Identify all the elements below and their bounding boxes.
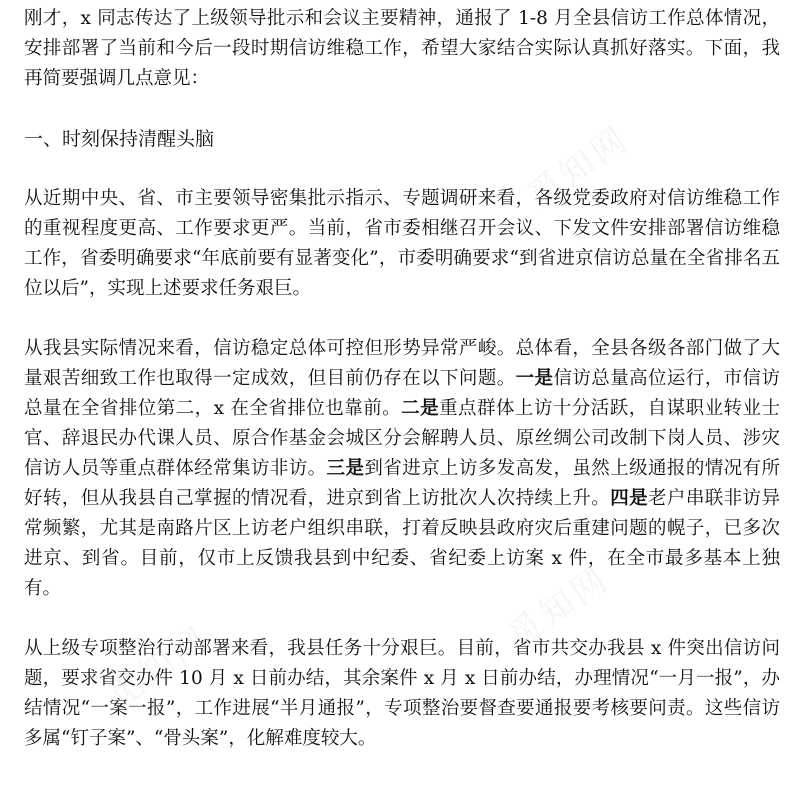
- watermark: 觅知网: [500, 558, 618, 657]
- paragraph-county-situation: [24, 334, 780, 604]
- item-1-label: 一是: [515, 368, 554, 389]
- item-2-text: 重点群体上访十分活跃，自谋职业转业士官、辞退民办代课人员、原合作基金会城区分会解聘人员、原丝绸公司改制下岗人员、涉灾信访人员等重点群体经常集访非访。: [24, 398, 780, 479]
- paragraph-directives: 从近期中央、省、市主要领导密集批示指示、专题调研来看，各级党委政府对信访维稳工作的重视程度更高、工作要求更严。当前，省市委相继召开会议、下发文件安排部署信访维稳工作，省委明确要求“年底前要有显著变化”，市委明确要求“到省进京信访总量在全省排名五位以后”，实现上述要求任务艰巨。: [24, 188, 780, 299]
- item-3-label: 三是: [326, 458, 365, 479]
- watermark: 觅知网: [520, 118, 638, 217]
- intro-paragraph: 刚才，x 同志传达了上级领导批示和会议主要精神，通报了 1-8 月全县信访工作总体情况，安排部署了当前和今后一段时期信访维稳工作，希望大家结合实际认真抓好落实。下面，我再简要强调几点意见：: [24, 8, 780, 89]
- item-4-label: 四是: [610, 488, 649, 509]
- item-1-text: 信访总量高位运行，市信访总量在全省排位第二，x 在全省排位也靠前。: [24, 368, 780, 419]
- document-page: [24, 4, 780, 784]
- section-heading: 一、时刻保持清醒头脑: [24, 128, 215, 150]
- item-2-label: 二是: [401, 398, 440, 419]
- item-4-text: 老户串联非访异常频繁，尤其是南路片区上访老户组织串联，打着反映县政府灾后重建问题的幌子，已多次进京、到省。目前，仅市上反馈我县到中纪委、省纪委上访案 x 件，在全市最多基本上独有。: [24, 488, 780, 599]
- item-3-text: 到省进京上访多发高发，虽然上级通报的情况有所好转，但从我县自己掌握的情况看，进京到省上访批次人次持续上升。: [24, 458, 780, 509]
- watermark: 觅知网: [100, 618, 218, 717]
- paragraph-special-rectification: 从上级专项整治行动部署来看，我县任务十分艰巨。目前，省市共交办我县 x 件突出信访问题，要求省交办件 10 月 x 日前办结，其余案件 x 月 x 日前办结，办理情况“一月一报”，办结情况“一案一报”，工作进展“半月通报”，专项整治要督查要通报要考核要问责。这些信访多属“钉子案”、“骨头案”，化解难度较大。: [24, 638, 780, 749]
- situation-lead: 从我县实际情况来看，信访稳定总体可控但形势异常严峻。总体看，全县各级各部门做了大量艰苦细致工作也取得一定成效，但目前仍存在以下问题。: [24, 338, 780, 389]
